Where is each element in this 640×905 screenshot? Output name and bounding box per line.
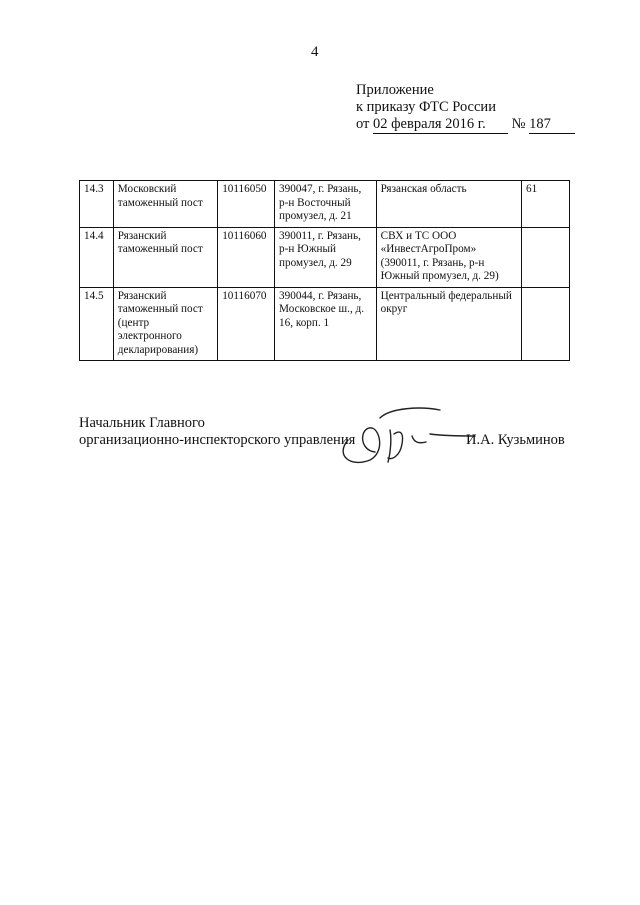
post-name: Московский таможенный пост [113,181,217,228]
post-name: Рязанский таможенный пост [113,227,217,287]
post-code: 10116060 [218,227,275,287]
order-date: 02 февраля 2016 г. [373,116,508,134]
signer-title-line2: организационно-инспекторского управления [79,432,356,448]
appendix-order-ref: к приказу ФТС России [356,99,496,115]
post-address: 390047, г. Рязань, р-н Восточный промузел, д. 21 [275,181,377,228]
row-number: 14.3 [80,181,114,228]
post-code: 10116050 [218,181,275,228]
region-code [522,287,570,361]
activity-zone: Рязанская область [376,181,521,228]
handwritten-signature [330,400,480,475]
date-prefix: от [356,116,370,132]
table-row [80,227,570,287]
row-number: 14.5 [80,287,114,361]
customs-posts-table [79,180,570,361]
post-name: Рязанский таможенный пост (центр электронного декларирования) [113,287,217,361]
region-code [522,227,570,287]
activity-zone: Центральный федеральный округ [376,287,521,361]
activity-zone: СВХ и ТС ООО «ИнвестАгроПром» (390011, г. Рязань, р-н Южный промузел, д. 29) [376,227,521,287]
post-code: 10116070 [218,287,275,361]
table-row [80,181,570,228]
order-number: 187 [529,116,575,134]
row-number: 14.4 [80,227,114,287]
appendix-header [356,82,575,134]
appendix-date-line [356,116,575,134]
signer-title-line1: Начальник Главного [79,415,205,431]
region-code: 61 [522,181,570,228]
post-address: 390011, г. Рязань, р-н Южный промузел, д. 29 [275,227,377,287]
signer-name: И.А. Кузьминов [466,432,565,448]
page-number: 4 [311,44,319,60]
appendix-title: Приложение [356,82,434,98]
post-address: 390044, г. Рязань, Московское ш., д. 16, корп. 1 [275,287,377,361]
signer-title [79,415,355,449]
number-prefix: № [511,116,526,132]
table-row [80,287,570,361]
